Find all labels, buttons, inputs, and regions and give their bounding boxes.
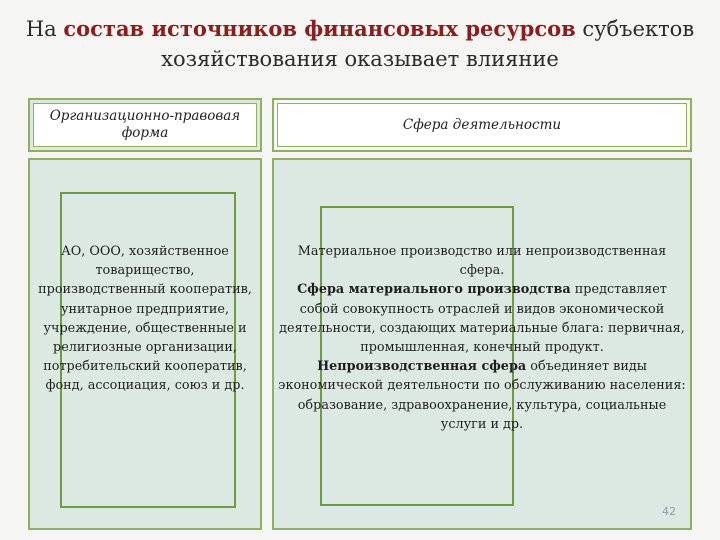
title-part-2: субъектов хозяйствования оказывает влияние — [161, 17, 695, 71]
definition-material-production: представляет собой совокупность отраслей и видов экономической деятельности, создающих материальные блага: первичная, промышленная, конечный продукт. — [279, 282, 685, 356]
left-column-panel — [28, 158, 262, 530]
term-material-production: Сфера материального производства — [297, 282, 571, 298]
right-header-label: Сфера деятельности — [277, 103, 687, 147]
slide-title — [20, 14, 700, 74]
page-number: 42 — [662, 505, 676, 518]
definition-non-production: объединяет виды экономической деятельности по обслуживанию населения: образование, здравоохранение, культура, социальные услуги и др. — [278, 359, 686, 432]
term-non-production: Непроизводственная сфера — [317, 359, 527, 375]
left-column-text: АО, ООО, хозяйственное товарищество, производственный кооператив, унитарное предприятие, учреждение, общественные и религиозные организации, потребительский кооператив, фонд, ассоциация, союз и др. — [38, 244, 252, 394]
right-column-header — [272, 98, 692, 152]
left-column-header — [28, 98, 262, 152]
right-column-text — [276, 242, 688, 434]
title-highlight: состав источников финансовых ресурсов — [63, 16, 576, 41]
right-intro: Материальное производство или непроизводственная сфера. — [297, 244, 667, 279]
right-column-panel — [272, 158, 692, 530]
title-part-1: На — [25, 17, 64, 41]
left-header-label: Организационно-правовая форма — [33, 103, 257, 147]
